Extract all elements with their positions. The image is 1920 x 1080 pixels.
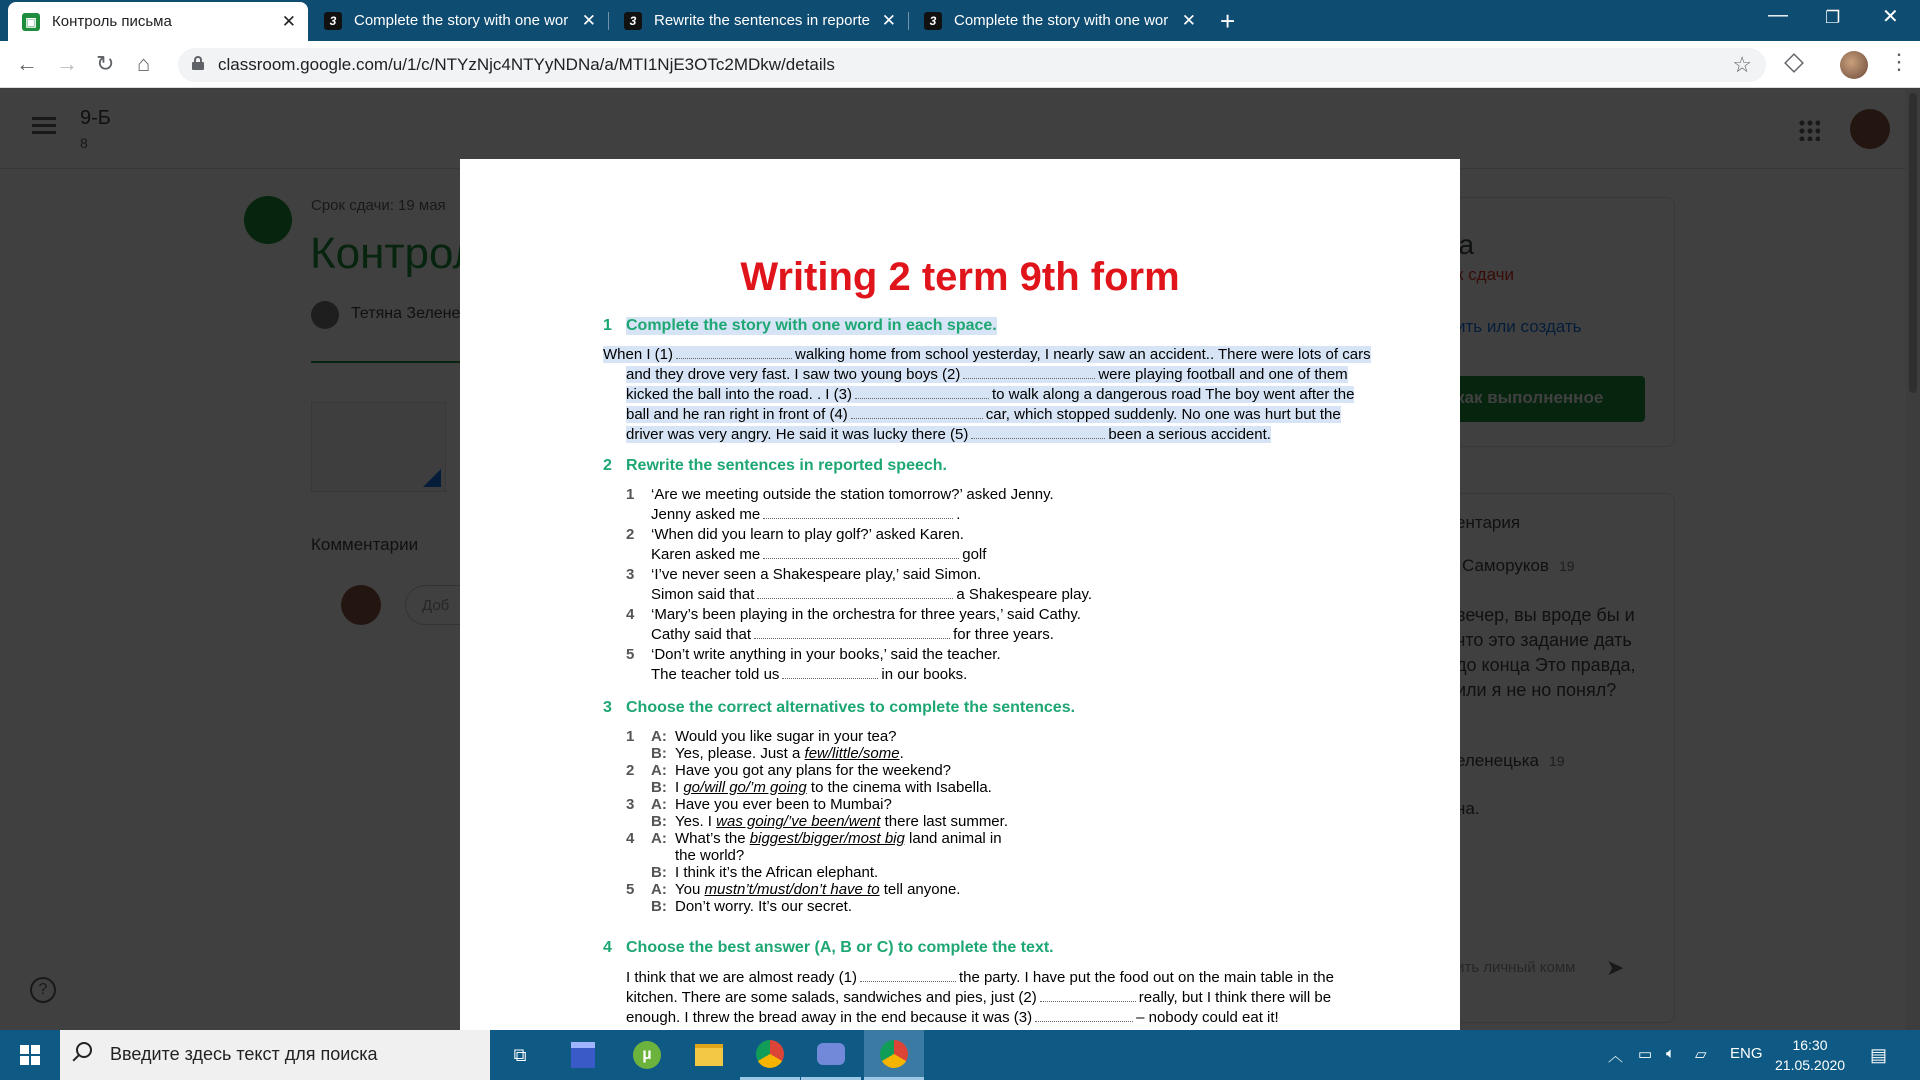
speaker-label: A: [651, 762, 667, 779]
blank [860, 971, 956, 982]
exercise-number: 4 [603, 939, 612, 956]
browser-toolbar [0, 41, 1920, 88]
classroom-icon: ▣ [22, 13, 40, 31]
extension-icon[interactable] [1784, 53, 1804, 73]
text: Have you got any plans for the weekend? [675, 762, 952, 779]
text: Would you like sugar in your tea? [675, 728, 897, 745]
item-number: 2 [626, 526, 635, 543]
new-tab-icon[interactable]: + [1220, 6, 1236, 36]
answer-line [651, 586, 1092, 603]
blank [855, 388, 989, 399]
blank [782, 668, 878, 679]
item-number: 1 [626, 728, 635, 745]
home-icon[interactable]: ⌂ [137, 51, 151, 76]
blank [757, 588, 953, 599]
chrome-icon[interactable] [740, 1030, 800, 1080]
answer-line [651, 506, 960, 523]
exercise-number: 1 [603, 317, 612, 334]
browser-tab-bar [0, 0, 1920, 41]
taskbar [0, 1030, 1920, 1080]
item-number: 5 [626, 881, 635, 898]
tab-separator [908, 12, 909, 30]
text: . [956, 506, 961, 523]
tab-doc-3[interactable] [910, 0, 1208, 41]
text-line [626, 969, 1334, 986]
close-icon[interactable]: ✕ [581, 10, 596, 30]
dialogue-line [651, 864, 878, 881]
quote: ‘When did you learn to play golf?’ asked Karen. [651, 526, 964, 543]
text: When I (1) [603, 346, 674, 363]
volume-icon[interactable]: 🔈︎ [1666, 1045, 1676, 1062]
text: for three years. [953, 626, 1054, 643]
item-number: 3 [626, 796, 635, 813]
exercise-number: 2 [603, 457, 612, 474]
speaker-label: B: [651, 779, 667, 796]
blank [676, 348, 792, 359]
text: Yes. I [675, 813, 712, 830]
exercise-number: 3 [603, 699, 612, 716]
text: – nobody could eat it! [1136, 1009, 1279, 1026]
quote: ‘I’ve never seen a Shakespeare play,’ said Simon. [651, 566, 982, 583]
dialogue-line [626, 830, 1002, 847]
lock-icon [192, 56, 204, 70]
window-close-icon[interactable]: ✕ [1882, 6, 1899, 28]
story-line [626, 386, 1354, 403]
notepad-app-icon[interactable] [553, 1030, 613, 1080]
dialogue-line [626, 762, 951, 779]
text: driver was very angry. He said it was lucky there (5) [626, 426, 969, 443]
dialogue-line [651, 898, 852, 915]
b3-icon: 3 [924, 12, 942, 30]
clock[interactable] [1775, 1035, 1845, 1075]
text: Have you ever been to Mumbai? [675, 796, 892, 813]
answer-line [651, 546, 986, 563]
text: Jenny asked me [651, 506, 761, 523]
dialogue-line [675, 847, 744, 864]
text: kitchen. There are some salads, sandwiches and pies, just (2) [626, 989, 1037, 1006]
forward-icon[interactable]: → [56, 51, 78, 76]
alternatives: biggest/bigger/most big [749, 830, 905, 847]
blank [971, 428, 1105, 439]
alternatives: go/will go/’m going [683, 779, 807, 796]
text: Don’t worry. It’s our secret. [675, 898, 852, 915]
text: Simon said that [651, 586, 755, 603]
dialogue-line [626, 796, 892, 813]
text: to the cinema with Isabella. [810, 779, 992, 796]
exercise-item [626, 566, 981, 583]
speaker-label: B: [651, 813, 667, 830]
text: Yes, please. Just a [675, 745, 801, 762]
tray-expand-icon[interactable]: ︿ [1608, 1048, 1624, 1065]
text: in our books. [881, 666, 968, 683]
answer-line [651, 666, 967, 683]
exercise-title: Complete the story with one word in each space. [626, 317, 997, 334]
text: land animal in [909, 830, 1002, 847]
reload-icon[interactable]: ↻ [96, 51, 115, 76]
notifications-icon[interactable]: ▤ [1870, 1045, 1888, 1065]
blank [851, 408, 983, 419]
exercise-item [626, 606, 1081, 623]
text: I think it’s the African elephant. [675, 864, 879, 881]
text: Cathy said that [651, 626, 752, 643]
exercise-item [626, 526, 964, 543]
address-bar[interactable] [178, 48, 1766, 82]
text: enough. I threw the bread away in the end because it was (3) [626, 1009, 1033, 1026]
document-title: Writing 2 term 9th form [740, 255, 1180, 299]
blank [1035, 1011, 1133, 1022]
dialogue-line [651, 779, 992, 796]
dialogue-line [626, 728, 897, 745]
blank [763, 548, 959, 559]
text: I [675, 779, 680, 796]
speaker-label: A: [651, 881, 667, 898]
text: and they drove very fast. I saw two young boys (2) [626, 366, 961, 383]
text: a Shakespeare play. [956, 586, 1093, 603]
taskbar-search[interactable] [60, 1030, 490, 1080]
quote: ‘Mary’s been playing in the orchestra for three years,’ said Cathy. [651, 606, 1081, 623]
exercise-item [626, 486, 1054, 503]
profile-avatar[interactable] [1840, 51, 1868, 79]
discord-icon[interactable] [801, 1030, 861, 1080]
windows-start-icon[interactable] [20, 1045, 40, 1065]
search-icon [76, 1042, 92, 1058]
date: 21.05.2020 [1775, 1057, 1846, 1073]
text: there last summer. [884, 813, 1008, 830]
exercise-title: Choose the correct alternatives to complete the sentences. [626, 699, 1076, 716]
item-number: 3 [626, 566, 635, 583]
text: I think that we are almost ready (1) [626, 969, 857, 986]
text-line [626, 1009, 1279, 1026]
text: car, which stopped suddenly. No one was hurt but the [985, 406, 1341, 423]
item-number: 4 [626, 830, 635, 847]
dialogue-line [651, 745, 904, 762]
bookmark-star-icon[interactable]: ☆ [1732, 52, 1752, 77]
text: to walk along a dangerous road The boy went after the [991, 386, 1355, 403]
quote: ‘Are we meeting outside the station tomorrow?’ asked Jenny. [651, 486, 1054, 503]
text: Karen asked me [651, 546, 761, 563]
minimize-icon[interactable]: — [1768, 4, 1788, 26]
tab-title: Complete the story with one wor [354, 12, 569, 29]
tab-doc-1[interactable] [310, 0, 608, 41]
text: The teacher told us [651, 666, 780, 683]
speaker-label: B: [651, 864, 667, 881]
tab-separator [608, 12, 609, 30]
exercise-item [626, 646, 1001, 663]
text-line [626, 989, 1331, 1006]
tab-title: Контроль письма [52, 13, 172, 30]
speaker-label: A: [651, 728, 667, 745]
close-icon[interactable]: ✕ [281, 11, 296, 31]
text: the world? [675, 847, 745, 864]
menu-icon[interactable]: ⋮ [1888, 49, 1910, 74]
item-number: 5 [626, 646, 635, 663]
tab-title: Rewrite the sentences in reporte [654, 12, 870, 29]
story-line [626, 406, 1341, 423]
speaker-label: A: [651, 796, 667, 813]
network-icon[interactable]: ▱ [1695, 1046, 1707, 1063]
speaker-label: B: [651, 898, 667, 915]
url-text[interactable]: classroom.google.com/u/1/c/NTYzNjc4NTYyNDNa/a/MTI1NjE3OTc2MDkw/details [218, 55, 835, 74]
b3-icon: 3 [624, 12, 642, 30]
task-view-icon[interactable]: ⧉ [513, 1044, 527, 1065]
text: been a serious accident. [1108, 426, 1271, 443]
dialogue-line [626, 881, 960, 898]
text: were playing football and one of them [1098, 366, 1348, 383]
story-line [603, 346, 1371, 363]
speaker-label: A: [651, 830, 667, 847]
close-icon[interactable]: ✕ [1181, 10, 1196, 30]
text: kicked the ball into the road. . I (3) [626, 386, 852, 403]
text: What’s the [675, 830, 746, 847]
close-icon[interactable]: ✕ [881, 10, 896, 30]
document-preview [460, 159, 1460, 1030]
chrome-profile-icon[interactable] [864, 1030, 924, 1080]
tab-title: Complete the story with one wor [954, 12, 1169, 29]
utorrent-icon[interactable]: µ [617, 1030, 677, 1080]
blank [754, 628, 950, 639]
blank [963, 368, 1095, 379]
alternatives: few/little/some [804, 745, 900, 762]
text: the party. I have put the food out on the main table in the [958, 969, 1334, 986]
text: really, but I think there will be [1138, 989, 1332, 1006]
speaker-label: B: [651, 745, 667, 762]
blank [763, 508, 953, 519]
item-number: 1 [626, 486, 635, 503]
story-line [626, 426, 1271, 443]
item-number: 4 [626, 606, 635, 623]
tab-doc-2[interactable] [610, 0, 908, 41]
item-number: 2 [626, 762, 635, 779]
language-indicator[interactable]: ENG [1730, 1045, 1763, 1062]
tab-classroom[interactable] [8, 2, 308, 41]
restore-icon[interactable]: ❐ [1825, 8, 1841, 27]
answer-line [651, 626, 1054, 643]
alternatives: mustn’t/must/don’t have to [704, 881, 880, 898]
alternatives: was going/’ve been/went [716, 813, 881, 830]
story-line [626, 366, 1348, 383]
search-placeholder: Введите здесь текст для поиска [110, 1044, 378, 1064]
text: walking home from school yesterday, I nearly saw an accident.. There were lots of cars [795, 346, 1371, 363]
text: ball and he ran right in front of (4) [626, 406, 848, 423]
blank [1040, 991, 1136, 1002]
b3-icon: 3 [324, 12, 342, 30]
quote: ‘Don’t write anything in your books,’ said the teacher. [651, 646, 1001, 663]
text: golf [962, 546, 987, 563]
back-icon[interactable]: ← [16, 51, 38, 76]
dialogue-line [651, 813, 1008, 830]
exercise-title: Choose the best answer (A, B or C) to complete the text. [626, 939, 1054, 956]
file-explorer-icon[interactable] [679, 1030, 739, 1080]
text: tell anyone. [883, 881, 961, 898]
text: You [675, 881, 701, 898]
time: 16:30 [1792, 1037, 1828, 1053]
battery-icon[interactable]: ▭ [1638, 1046, 1653, 1063]
exercise-title: Rewrite the sentences in reported speech. [626, 457, 947, 474]
text: . [899, 745, 904, 762]
